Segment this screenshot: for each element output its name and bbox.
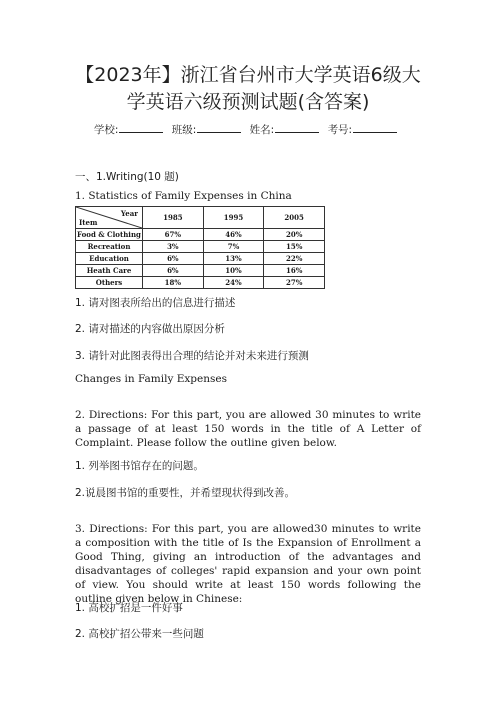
table-cell: 16% [264,265,325,277]
name-label: 姓名: [249,124,275,136]
q1-outline-2: 2. 请对描述的内容做出原因分析 [75,323,225,335]
table-cell: 46% [203,229,264,241]
q2-directions: 2. Directions: For this part, you are allowed 30 minutes to write a passage of at least 150 words in the title of A Letter of Complaint. Please follow the outline given below. [75,409,421,449]
table-row [76,229,325,241]
table-cell: 20% [264,229,325,241]
q1-outline-3: 3. 请针对此图表得出合理的结论并对未来进行预测 [75,350,309,362]
q1-title: 1. Statistics of Family Expenses in China [75,190,292,202]
table-cell: 27% [264,277,325,289]
row-label: Recreation [76,241,143,253]
table-cell: 3% [143,241,204,253]
row-label: Others [76,277,143,289]
table-cell: 22% [264,253,325,265]
class-label: 班级: [171,124,197,136]
column-header: 1995 [203,207,264,229]
q3-outline-1: 1. 高校扩招是一件好事 [75,602,183,614]
row-label: Education [76,253,143,265]
table-corner-cell [76,207,143,229]
q1-outline-1: 1. 请对图表所给出的信息进行描述 [75,297,236,309]
class-blank [197,122,241,133]
title-line-1: 【2023年】浙江省台州市大学英语6级大 [75,64,421,86]
school-label: 学校: [93,124,119,136]
table-cell: 24% [203,277,264,289]
table-cell: 7% [203,241,264,253]
column-header: 1985 [143,207,204,229]
row-label: Heath Care [76,265,143,277]
section-heading: 一、1.Writing(10 题) [75,171,179,183]
title-line-2: 学英语六级预测试题(含答案) [126,91,370,113]
q2-outline-2: 2.说晨图书馆的重要性，并希望现状得到改善。 [75,487,296,499]
q3-outline-2: 2. 高校扩招公带来一些问题 [75,628,204,640]
row-label: Food & Clothing [77,230,141,239]
table-cell: 10% [203,265,264,277]
q1-composition-title: Changes in Family Expenses [75,373,227,385]
exam-no-label: 考号: [327,124,353,136]
q2-outline-1: 1. 列举图书馆存在的问题。 [75,460,204,472]
table-row [76,253,325,265]
student-info-line [40,122,456,137]
corner-item-label: Item [79,218,98,227]
table-cell: 6% [143,265,204,277]
table-cell: 6% [143,253,204,265]
exam-no-blank [353,122,397,133]
table-row [76,241,325,253]
name-blank [275,122,319,133]
table-cell: 18% [143,277,204,289]
q3-directions: 3. Directions: For this part, you are allowed30 minutes to write a composition with the title of Is the Expansion of Enrollment a Good Thing, giving an introduction of the advantages and disadvantages of colleges' rapid expansion and your own point of view. You should write at least 150 words following the outline given below in Chinese: [75,523,421,605]
table-cell: 13% [203,253,264,265]
table-cell: 67% [143,229,204,241]
table-header-row [76,207,325,229]
table-cell: 15% [264,241,325,253]
document-title [40,62,456,116]
expenses-table [75,206,325,289]
school-blank [119,122,163,133]
corner-year-label: Year [120,209,138,218]
table-row [76,265,325,277]
column-header: 2005 [264,207,325,229]
table-row [76,277,325,289]
